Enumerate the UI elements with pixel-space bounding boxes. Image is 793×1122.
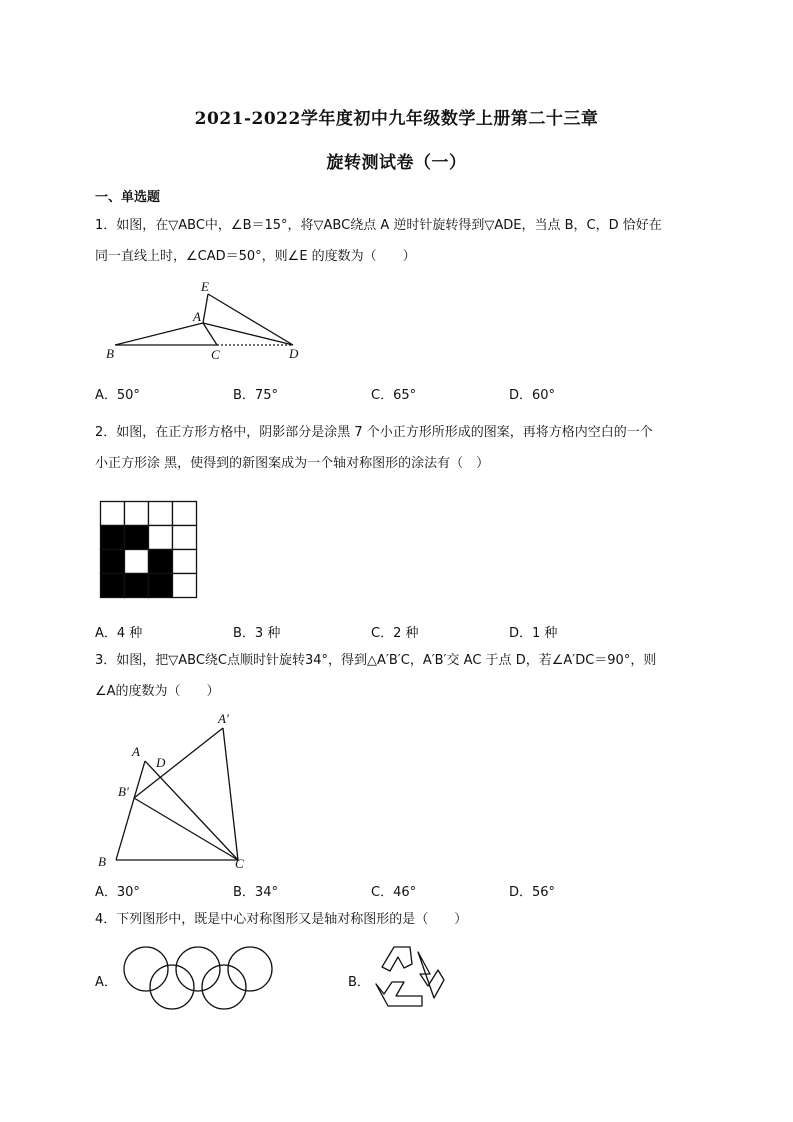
ring-2: [176, 947, 220, 991]
grid-cell-empty: [125, 550, 149, 574]
question-2-grid: [99, 500, 201, 603]
label-e: E: [201, 279, 209, 294]
ring-4: [150, 965, 194, 1009]
q2-option-c: C．2 种: [371, 626, 419, 641]
grid-cell-empty: [173, 526, 197, 550]
q3-option-b: B．34°: [233, 885, 278, 900]
grid-cell-filled: [101, 526, 125, 550]
grid-cell-empty: [125, 502, 149, 526]
q2-option-a: A．4 种: [95, 626, 143, 641]
label-d: D: [156, 755, 166, 770]
grid-cell-empty: [149, 526, 173, 550]
label-c: C: [235, 856, 244, 871]
question-4-line-1: 4．下列图形中，既是中心对称图形又是轴对称图形的是（ ）: [95, 912, 468, 927]
ring-1: [124, 947, 168, 991]
q1-option-b: B．75°: [233, 388, 278, 403]
q1-option-d: D．60°: [509, 388, 556, 403]
label-b-prime: B′: [118, 784, 129, 799]
grid-cell-filled: [149, 550, 173, 574]
question-2-line-1: 2．如图，在正方形方格中，阴影部分是涂黑 7 个小正方形所形成的图案，再将方格内空白的一个: [95, 425, 653, 440]
segment-a-prime-c: [223, 728, 238, 860]
segment-ae: [203, 294, 208, 323]
segment-ed: [208, 294, 293, 345]
five-rings-figure: [120, 944, 278, 1012]
question-3-figure: [90, 708, 260, 873]
question-2-line-2: 小正方形涂 黑，使得到的新图案成为一个轴对称图形的涂法有（ ）: [95, 456, 490, 471]
grid-cell-empty: [101, 502, 125, 526]
q4-option-a: A．: [95, 975, 117, 990]
segment-ab: [116, 761, 145, 860]
segment-ba: [115, 323, 203, 345]
segment-b-prime-c: [134, 798, 238, 860]
grid-cell-filled: [101, 574, 125, 598]
arrow-segment-bottom: [376, 982, 422, 1006]
question-3-line-2: ∠A的度数为（ ）: [95, 684, 220, 699]
label-a-prime: A′: [218, 711, 229, 726]
page-subtitle: 旋转测试卷（一）: [326, 153, 467, 173]
segment-ad: [203, 323, 293, 345]
grid-cell-filled: [149, 574, 173, 598]
question-1-line-1: 1．如图，在▽ABC中，∠B＝15°，将▽ABC绕点 A 逆时针旋转得到▽ADE，当点 B，C，D 恰好在: [95, 218, 662, 233]
q1-option-c: C．65°: [371, 388, 417, 403]
page-title: 2021-2022学年度初中九年级数学上册第二十三章: [194, 109, 599, 129]
section-heading: 一、单选题: [95, 190, 161, 205]
recycle-arrows-figure: [372, 944, 448, 1010]
arrow-segment-top: [382, 947, 412, 971]
label-b: B: [106, 346, 114, 361]
label-d: D: [289, 346, 299, 361]
ring-5: [202, 965, 246, 1009]
ring-3: [228, 947, 272, 991]
segment-ac: [145, 761, 238, 860]
label-a: A: [132, 744, 140, 759]
q2-option-d: D．1 种: [509, 626, 558, 641]
q3-option-c: C．46°: [371, 885, 417, 900]
question-1-line-2: 同一直线上时，∠CAD＝50°，则∠E 的度数为（ ）: [95, 249, 416, 264]
grid-cell-filled: [125, 526, 149, 550]
q3-option-d: D．56°: [509, 885, 556, 900]
question-3-line-1: 3．如图，把▽ABC绕C点顺时针旋转34°，得到△A′B′C，A′B′交 AC 于点 D，若∠A′DC＝90°，则: [95, 653, 657, 668]
label-c: C: [211, 347, 220, 362]
grid-cell-filled: [101, 550, 125, 574]
arrow-segment-right: [418, 952, 444, 998]
grid-cell-filled: [125, 574, 149, 598]
label-a: A: [193, 309, 201, 324]
question-1-figure: [100, 278, 310, 364]
q4-option-b: B．: [348, 975, 370, 990]
label-b: B: [98, 854, 106, 869]
q1-option-a: A．50°: [95, 388, 140, 403]
grid-cell-empty: [173, 550, 197, 574]
q3-option-a: A．30°: [95, 885, 140, 900]
grid-cell-empty: [149, 502, 173, 526]
grid-cell-empty: [173, 502, 197, 526]
q2-option-b: B．3 种: [233, 626, 281, 641]
grid-cell-empty: [173, 574, 197, 598]
